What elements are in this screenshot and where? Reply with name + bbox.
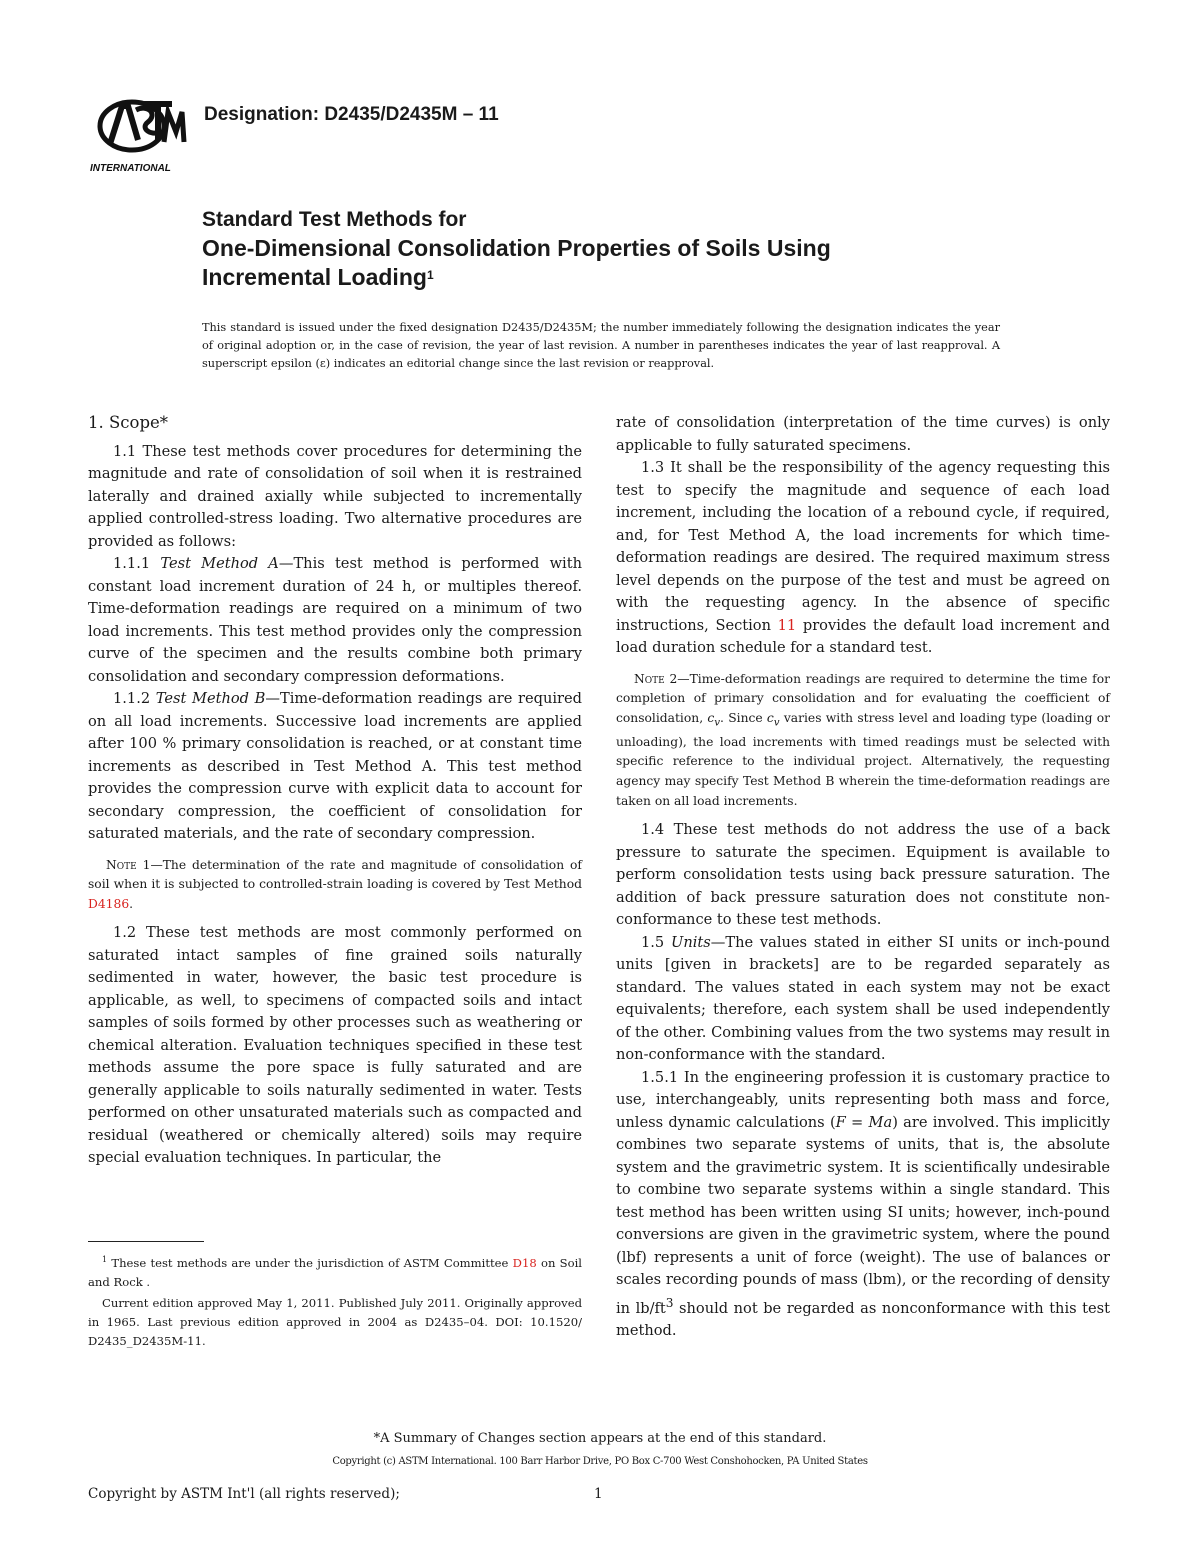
- title-line-2: One-Dimensional Consolidation Properties of Soils Using: [202, 235, 831, 261]
- paragraph-1-1-2: 1.1.2 Test Method B—Time-deformation readings are required on all load increments. Successive load increments are applied after 100 % primary consolidation is reached, or at constant time increments as described in Test Method A. This test method provides the compression curve with explicit data to account for secondary compression, the coefficient of consolidation for saturated materials, and the rate of secondary compression.: [88, 690, 582, 842]
- paragraph-1-3: 1.3 It shall be the responsibility of the agency requesting this test to specify the magnitude and sequence of each load increment, including the location of a rebound cycle, if required, and, for Test Method A, the load increments for which time-deformation readings are desired. The required maximum stress level depends on the purpose of the test and must be agreed on with the requesting agency. In the absence of specific instructions, Section 11 provides the default load increment and load duration schedule for a standard test.: [616, 459, 1110, 656]
- paragraph-1-5-1: 1.5.1 In the engineering profession it is customary practice to use, interchangeably, units representing both mass and force, unless dynamic calculations (F = Ma) are involved. This implicitly combines two separate systems of units, that is, the absolute system and the gravimetric system. It is scientifically undesirable to combine two separate systems within a single standard. This test method has been written using SI units; however, inch-pound conversions are given in the gravimetric system, where the pound (lbf) represents a unit of force (weight). The use of balances or scales recording pounds of mass (lbm), or the recording of density in $lb/ft^3$ should not be regarded as nonconformance with this test method.: [616, 1068, 1110, 1339]
- document-title: [202, 205, 1102, 292]
- copyright-address: Copyright (c) ASTM International. 100 Barr Harbor Drive, PO Box C-700 West Conshohocken, PA United States: [332, 1456, 868, 1467]
- paragraph-1-2-continued: rate of consolidation (interpretation of the time curves) is only applicable to fully saturated specimens.: [616, 414, 1110, 454]
- summary-of-changes-note: *A Summary of Changes section appears at the end of this standard.: [373, 1431, 827, 1446]
- copyright-notice: Copyright by ASTM Int'l (all rights reserved);: [88, 1486, 400, 1502]
- note-1: Note 1—The determination of the rate and magnitude of consolidation of soil when it is subjected to controlled-strain loading is covered by Test Method D4186.: [88, 857, 582, 911]
- paragraph-1-5: 1.5 Units—The values stated in either SI units or inch-pound units [given in brackets] are to be regarded separately as standard. The values stated in each system may not be exact equivalents; therefore, each system shall be used independently of the other. Combining values from the two systems may result in non-conformance with the standard.: [616, 933, 1110, 1064]
- link-d18[interactable]: D18: [512, 1255, 537, 1270]
- designation: Designation: D2435/D2435M – 11: [204, 104, 499, 125]
- right-column: [616, 412, 1110, 1342]
- footnote-edition: Current edition approved May 1, 2011. Published July 2011. Originally approved in 1965. Last previous edition approved in 2004 as D2435–04. DOI: 10.1520/ D2435_D2435M-11.: [88, 1295, 582, 1348]
- astm-logo-icon: [88, 96, 188, 174]
- title-footnote-ref: 1: [426, 268, 434, 282]
- note-1-label: Note 1: [106, 857, 151, 872]
- paragraph-1-1: 1.1 These test methods cover procedures for determining the magnitude and rate of consolidation of soil when it is restrained laterally and drained axially while subjected to incrementally applied controlled-stress loading. Two alternative procedures are provided as follows:: [88, 442, 582, 550]
- note-2-label: Note 2: [634, 671, 678, 686]
- paragraph-1-4: 1.4 These test methods do not address the use of a back pressure to saturate the specimen. Equipment is available to perform consolidation tests using back pressure saturation. The addition of back pressure saturation does not constitute non-conformance to these test methods.: [616, 821, 1110, 929]
- footnote-1: $^1$ These test methods are under the jurisdiction of ASTM Committee D18 on Soil and Rock .: [88, 1255, 582, 1289]
- footnote-rule: [88, 1241, 204, 1242]
- issue-note: This standard is issued under the fixed designation D2435/D2435M; the number immediately following the designation indicates the year of original adoption or, in the case of revision, the year of last revision. A number in parentheses indicates the year of last reapproval. A superscript epsilon (ε) indicates an editorial change since the last revision or reapproval.: [202, 321, 1000, 371]
- logo-text: INTERNATIONAL: [90, 163, 171, 174]
- link-section-11[interactable]: 11: [777, 616, 797, 634]
- footnotes: [88, 1250, 582, 1353]
- page-number: 1: [594, 1486, 603, 1502]
- title-line-3: Incremental Loading$^1$: [202, 264, 434, 290]
- note-2: Note 2—Time-deformation readings are required to determine the time for completion of primary consolidation and for evaluating the coefficient of consolidation, $c_v$. Since $c_v$ varies with stress level and loading type (loading or unloading), the load increments with timed readings must be selected with specific reference to the individual project. Alternatively, the requesting agency may specify Test Method B wherein the time-deformation readings are taken on all load increments.: [616, 671, 1111, 808]
- link-d4186[interactable]: D4186: [88, 896, 130, 911]
- section-heading-scope: 1. Scope*: [88, 413, 169, 432]
- left-column: [88, 410, 582, 1170]
- paragraph-1-1-1: 1.1.1 Test Method A—This test method is performed with constant load increment duration of 24 h, or multiples thereof. Time-deformation readings are required on a minimum of two load increments. This test method provides only the compression curve of the specimen and the results combine both primary consolidation and secondary compression deformations.: [88, 555, 582, 685]
- paragraph-1-2: 1.2 These test methods are most commonly performed on saturated intact samples of fine grained soils naturally sedimented in water, however, the basic test procedure is applicable, as well, to specimens of compacted soils and intact samples of soils formed by other processes such as weathering or chemical alteration. Evaluation techniques specified in these test methods assume the pore space is fully saturated and are generally applicable to soils naturally sedimented in water. Tests performed on other unsaturated materials such as compacted and residual (weathered or chemically altered) soils may require special evaluation techniques. In particular, the: [88, 924, 582, 1167]
- title-line-1: Standard Test Methods for: [202, 208, 467, 231]
